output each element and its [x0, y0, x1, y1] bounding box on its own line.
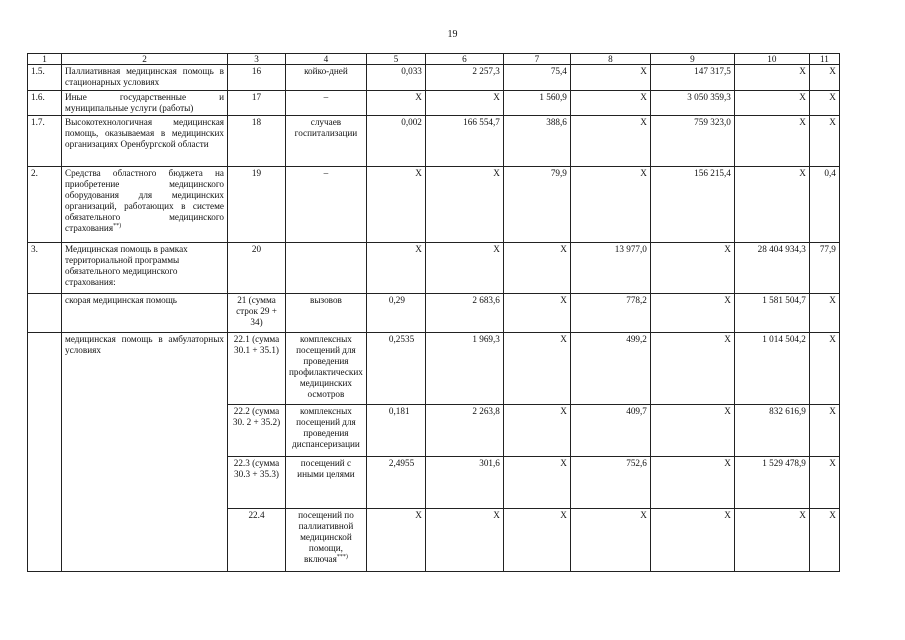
row-percent: Х [809, 91, 839, 116]
row-percent: 0,4 [809, 167, 839, 243]
row-percent: Х [809, 294, 839, 333]
row-section-number: 1.5. [28, 65, 62, 91]
row-per-capita-oms: 13 977,0 [570, 243, 650, 294]
row-volume: Х [366, 91, 425, 116]
row-line-number: 22.4 [228, 509, 286, 572]
row-cost-per-unit: 2 257,3 [425, 65, 503, 91]
row-total-oms: Х [734, 509, 809, 572]
row-total-oms: Х [734, 167, 809, 243]
row-unit: комплексных посещений для проведения диспансеризации [286, 405, 367, 457]
row-volume: Х [366, 509, 425, 572]
page-number: 19 [447, 29, 458, 40]
row-volume: 0,033 [366, 65, 425, 91]
row-cost-per-unit: Х [425, 167, 503, 243]
row-section-number: 3. [28, 243, 62, 294]
col-number-4: 4 [286, 54, 367, 65]
row-total-oms: 28 404 934,3 [734, 243, 809, 294]
row-unit: койко-дней [286, 65, 367, 91]
row-per-capita-oms: Х [570, 167, 650, 243]
row-cost-per-unit: 166 554,7 [425, 116, 503, 167]
row-line-number: 16 [228, 65, 286, 91]
row-volume: 2,4955 [366, 457, 425, 509]
row-per-capita-budget: Х [503, 405, 570, 457]
table-row [28, 243, 840, 294]
row-total-budget: 759 323,0 [650, 116, 734, 167]
col-number-6: 6 [425, 54, 503, 65]
row-per-capita-budget: Х [503, 509, 570, 572]
row-per-capita-oms: 778,2 [570, 294, 650, 333]
row-unit: комплексных посещений для проведения профилактических медицинских осмотров [286, 333, 367, 405]
row-cost-per-unit: Х [425, 91, 503, 116]
row-total-oms: Х [734, 91, 809, 116]
row-total-oms: Х [734, 116, 809, 167]
row-unit: случаев госпитализации [286, 116, 367, 167]
footnote-mark: **) [113, 223, 122, 230]
footnote-mark: ***) [336, 554, 348, 561]
row-description: Паллиативная медицинская помощь в стационарных условиях [62, 65, 228, 91]
row-total-oms: 832 616,9 [734, 405, 809, 457]
row-total-budget: 147 317,5 [650, 65, 734, 91]
row-total-oms: 1 529 478,9 [734, 457, 809, 509]
row-per-capita-budget: 388,6 [503, 116, 570, 167]
col-number-5: 5 [366, 54, 425, 65]
row-volume: Х [366, 167, 425, 243]
row-per-capita-oms: Х [570, 65, 650, 91]
row-total-budget: Х [650, 457, 734, 509]
row-description: Иные государственные и муниципальные услуги (работы) [62, 91, 228, 116]
row-section-number [28, 294, 62, 333]
row-cost-per-unit: 2 683,6 [425, 294, 503, 333]
row-cost-per-unit: 2 263,8 [425, 405, 503, 457]
table-row [28, 91, 840, 116]
row-unit [286, 509, 367, 572]
row-volume: 0,002 [366, 116, 425, 167]
col-number-7: 7 [503, 54, 570, 65]
row-description-text: Средства областного бюджета на приобретение медицинского оборудования для медицинских организаций, работающих в системе обязательного медицинского страхования [65, 168, 224, 234]
col-number-11: 11 [809, 54, 839, 65]
row-unit [286, 243, 367, 294]
row-section-number [28, 333, 62, 572]
column-number-row [28, 54, 840, 65]
row-percent: Х [809, 509, 839, 572]
tariff-table [27, 53, 840, 572]
row-per-capita-oms: Х [570, 116, 650, 167]
row-description: Высокотехнологичная медицинская помощь, оказываемая в медицинских организациях Оренбургской области [62, 116, 228, 167]
row-percent: 77,9 [809, 243, 839, 294]
row-per-capita-oms: Х [570, 91, 650, 116]
row-per-capita-oms: 499,2 [570, 333, 650, 405]
row-section-number: 1.7. [28, 116, 62, 167]
row-unit: посещений с иными целями [286, 457, 367, 509]
row-volume: Х [366, 243, 425, 294]
col-number-2: 2 [62, 54, 228, 65]
row-per-capita-oms: Х [570, 509, 650, 572]
row-per-capita-budget: Х [503, 457, 570, 509]
row-line-number: 21 (сумма строк 29 + 34) [228, 294, 286, 333]
row-line-number: 22.3 (сумма 30.3 + 35.3) [228, 457, 286, 509]
row-description [62, 167, 228, 243]
row-line-number: 22.2 (сумма 30. 2 + 35.2) [228, 405, 286, 457]
col-number-8: 8 [570, 54, 650, 65]
row-total-budget: Х [650, 333, 734, 405]
col-number-9: 9 [650, 54, 734, 65]
row-total-oms: 1 014 504,2 [734, 333, 809, 405]
row-unit: – [286, 167, 367, 243]
col-number-1: 1 [28, 54, 62, 65]
row-description: скорая медицинская помощь [62, 294, 228, 333]
row-per-capita-oms: 752,6 [570, 457, 650, 509]
row-total-oms: Х [734, 65, 809, 91]
row-volume: 0,29 [366, 294, 425, 333]
row-total-budget: 3 050 359,3 [650, 91, 734, 116]
row-percent: Х [809, 457, 839, 509]
row-total-budget: 156 215,4 [650, 167, 734, 243]
ambulatory-label: медицинская помощь в амбулаторных условиях [62, 333, 228, 572]
row-total-budget: Х [650, 405, 734, 457]
row-section-number: 2. [28, 167, 62, 243]
row-cost-per-unit: 301,6 [425, 457, 503, 509]
row-unit-text: посещений по паллиативной медицинской помощи, включая [298, 510, 354, 565]
row-total-budget: Х [650, 243, 734, 294]
row-total-budget: Х [650, 509, 734, 572]
row-per-capita-oms: 409,7 [570, 405, 650, 457]
row-total-budget: Х [650, 294, 734, 333]
table-row [28, 333, 840, 405]
col-number-10: 10 [734, 54, 809, 65]
row-volume: 0,2535 [366, 333, 425, 405]
row-unit: – [286, 91, 367, 116]
row-line-number: 20 [228, 243, 286, 294]
row-cost-per-unit: Х [425, 509, 503, 572]
row-line-number: 18 [228, 116, 286, 167]
row-per-capita-budget: Х [503, 294, 570, 333]
row-per-capita-budget: Х [503, 243, 570, 294]
row-percent: Х [809, 333, 839, 405]
table-row [28, 294, 840, 333]
row-line-number: 17 [228, 91, 286, 116]
table-row [28, 116, 840, 167]
col-number-3: 3 [228, 54, 286, 65]
row-unit: вызовов [286, 294, 367, 333]
row-line-number: 19 [228, 167, 286, 243]
table-row [28, 65, 840, 91]
row-volume: 0,181 [366, 405, 425, 457]
row-per-capita-budget: 1 560,9 [503, 91, 570, 116]
row-section-number: 1.6. [28, 91, 62, 116]
table-row [28, 167, 840, 243]
row-line-number: 22.1 (сумма 30.1 + 35.1) [228, 333, 286, 405]
row-percent: Х [809, 65, 839, 91]
row-per-capita-budget: 79,9 [503, 167, 570, 243]
row-cost-per-unit: Х [425, 243, 503, 294]
row-total-oms: 1 581 504,7 [734, 294, 809, 333]
row-percent: Х [809, 405, 839, 457]
row-description: Медицинская помощь в рамках территориальной программы обязательного медицинского страхования: [62, 243, 228, 294]
row-percent: Х [809, 116, 839, 167]
row-per-capita-budget: Х [503, 333, 570, 405]
row-per-capita-budget: 75,4 [503, 65, 570, 91]
row-cost-per-unit: 1 969,3 [425, 333, 503, 405]
